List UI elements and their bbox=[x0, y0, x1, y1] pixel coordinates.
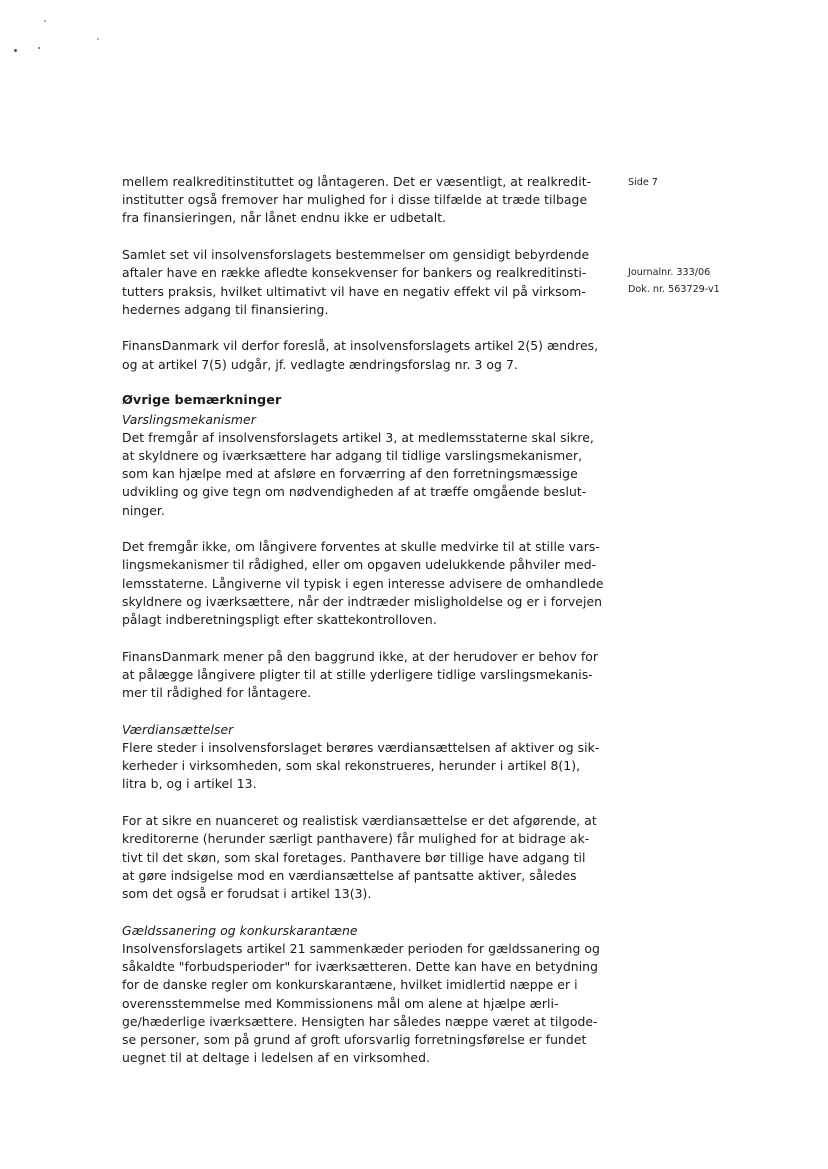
text-line: se personer, som på grund af groft uforsvarlig forretningsførelse er fundet bbox=[122, 1031, 587, 1047]
paragraph-gap bbox=[122, 903, 592, 922]
text-line: litra b, og i artikel 13. bbox=[122, 776, 257, 792]
paragraph-gap bbox=[122, 228, 592, 247]
subsection-heading: Gældssanering og konkurskarantæne bbox=[122, 922, 358, 938]
section-heading: Øvrige bemærkninger bbox=[122, 393, 282, 409]
text-line: tutters praksis, hvilket ultimativt vil have en negativ effekt vil på virksom- bbox=[122, 283, 586, 299]
text-line: uegnet til at deltage i ledelsen af en virksomhed. bbox=[122, 1050, 430, 1066]
text-line: kerheder i virksomheden, som skal rekonstrueres, herunder i artikel 8(1), bbox=[122, 758, 581, 774]
subsection-heading: Varslingsmekanismer bbox=[122, 411, 256, 427]
document-number: Dok. nr. 563729-v1 bbox=[628, 284, 720, 295]
paragraph-gap bbox=[122, 520, 592, 539]
paragraph bbox=[122, 739, 600, 794]
text-line: institutter også fremover har mulighed for i disse tilfælde at træde tilbage bbox=[122, 192, 588, 208]
text-line: FinansDanmark mener på den baggrund ikke, at der herudover er behov for bbox=[122, 648, 599, 664]
document-meta bbox=[628, 264, 720, 298]
text-line: Det fremgår af insolvensforslagets artikel 3, at medlemsstaterne skal sikre, bbox=[122, 429, 594, 445]
document-body bbox=[122, 173, 604, 1067]
paragraph bbox=[122, 429, 592, 520]
text-line: FinansDanmark vil derfor foreslå, at insolvensforslagets artikel 2(5) ændres, bbox=[122, 338, 599, 354]
text-line: at gøre indsigelse mod en værdiansættelse af pantsatte aktiver, således bbox=[122, 867, 577, 883]
page-number bbox=[628, 174, 658, 191]
text-line: pålagt indberetningspligt efter skattekontrolloven. bbox=[122, 612, 437, 628]
text-line: Flere steder i insolvensforslaget berøres værdiansættelsen af aktiver og sik- bbox=[122, 740, 600, 756]
text-line: at pålægge långivere pligter til at stille yderligere tidlige varslingsmekanis- bbox=[122, 666, 593, 682]
text-line: Samlet set vil insolvensforslagets bestemmelser om gensidigt bebyrdende bbox=[122, 247, 590, 263]
text-line: ninger. bbox=[122, 502, 165, 518]
text-line: tivt til det skøn, som skal foretages. Panthavere bør tillige have adgang til bbox=[122, 849, 586, 865]
text-line: hedernes adgang til finansiering. bbox=[122, 301, 329, 317]
paragraph-gap bbox=[122, 702, 592, 721]
text-line: skyldnere og iværksættere, når der indtræder misligholdelse og er i forvejen bbox=[122, 593, 603, 609]
text-line: Insolvensforslagets artikel 21 sammenkæder perioden for gældssanering og bbox=[122, 940, 600, 956]
subsection-heading: Værdiansættelser bbox=[122, 721, 234, 737]
paragraph bbox=[122, 648, 599, 703]
text-line: overensstemmelse med Kommissionens mål om alene at hjælpe ærli- bbox=[122, 995, 559, 1011]
text-line: såkaldte "forbudsperioder" for iværksætteren. Dette kan have en betydning bbox=[122, 959, 598, 975]
text-line: mellem realkreditinstituttet og låntageren. Det er væsentligt, at realkredit- bbox=[122, 174, 592, 189]
paragraph-gap bbox=[122, 374, 592, 393]
text-line: lingsmekanismer til rådighed, eller om opgaven udelukkende påhviler med- bbox=[122, 557, 597, 573]
text-line: For at sikre en nuanceret og realistisk værdiansættelse er det afgørende, at bbox=[122, 813, 597, 829]
paragraph bbox=[122, 812, 597, 903]
text-line: Det fremgår ikke, om långivere forventes at skulle medvirke til at stille vars- bbox=[122, 539, 600, 555]
text-line: for de danske regler om konkurskarantæne, hvilket imidlertid næppe er i bbox=[122, 977, 578, 993]
text-line: som kan hjælpe med at afsløre en forværring af den forretningsmæssige bbox=[122, 466, 578, 482]
text-line: og at artikel 7(5) udgår, jf. vedlagte ændringsforslag nr. 3 og 7. bbox=[122, 356, 518, 372]
paragraph-gap bbox=[122, 794, 592, 813]
paragraph bbox=[122, 246, 592, 319]
text-line: fra finansieringen, når lånet endnu ikke er udbetalt. bbox=[122, 210, 447, 226]
journal-number: Journalnr. 333/06 bbox=[628, 267, 711, 278]
paragraph bbox=[122, 173, 592, 228]
text-line: udvikling og give tegn om nødvendigheden af at træffe omgående beslut- bbox=[122, 484, 587, 500]
text-line: mer til rådighed for låntagere. bbox=[122, 685, 312, 701]
paragraph bbox=[122, 337, 599, 373]
text-line: at skyldnere og iværksættere har adgang til tidlige varslingsmekanismer, bbox=[122, 447, 583, 463]
text-line: ge/hæderlige iværksættere. Hensigten har således næppe været at tilgode- bbox=[122, 1013, 598, 1029]
paragraph bbox=[122, 940, 600, 1067]
paragraph-gap bbox=[122, 629, 592, 648]
paragraph bbox=[122, 538, 604, 629]
page-label: Side 7 bbox=[628, 177, 658, 188]
text-line: lemsstaterne. Långiverne vil typisk i egen interesse advisere de omhandlede bbox=[122, 575, 604, 591]
text-line: som det også er forudsat i artikel 13(3). bbox=[122, 886, 372, 901]
text-line: kreditorerne (herunder særligt panthavere) får mulighed for at bidrage ak- bbox=[122, 831, 590, 847]
paragraph-gap bbox=[122, 319, 592, 338]
text-line: aftaler have en række afledte konsekvenser for bankers og realkreditinsti- bbox=[122, 265, 587, 281]
